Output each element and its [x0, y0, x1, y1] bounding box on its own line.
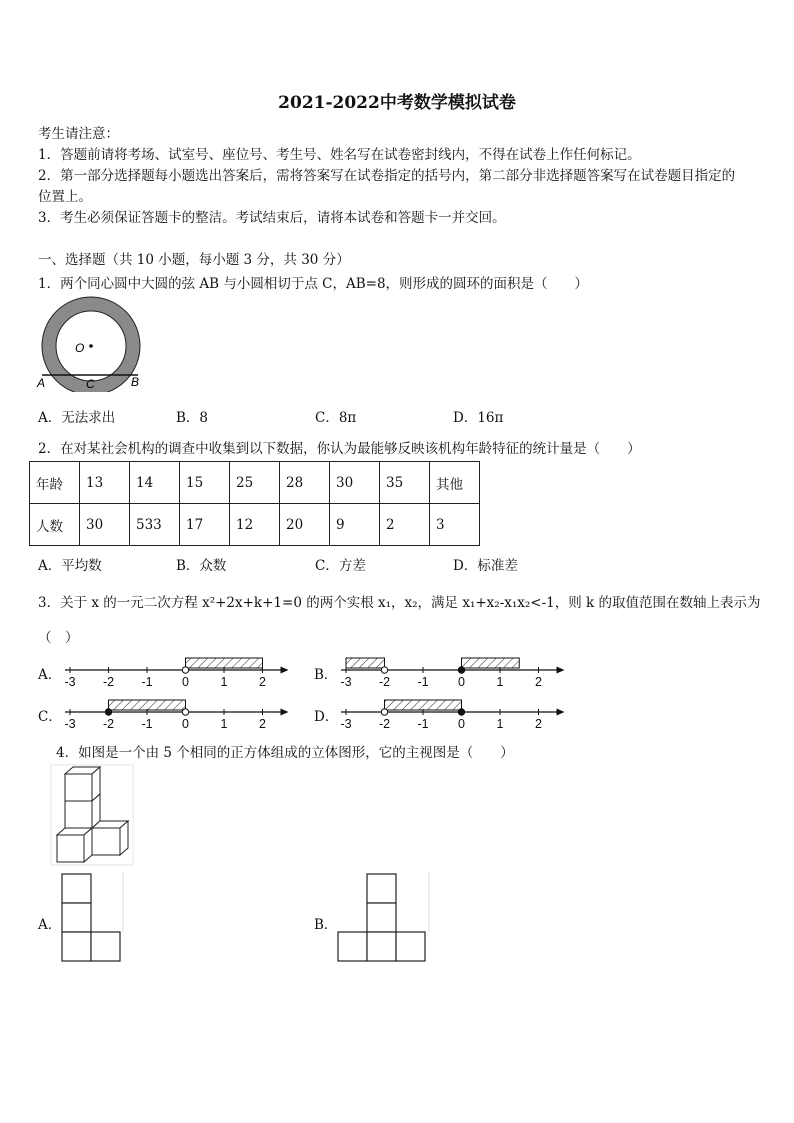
q4-option-a-letter[interactable]: A．	[38, 917, 62, 933]
q4-option-a-view[interactable]	[60, 872, 126, 964]
q2-option-d[interactable]: D．标准差	[453, 558, 518, 574]
closed-endpoint	[458, 667, 464, 673]
tick-label: 1	[496, 717, 504, 731]
view-square	[62, 874, 91, 903]
table-cell: 30	[330, 462, 380, 504]
page-title: 2021-2022中考数学模拟试卷	[278, 93, 516, 113]
tick-label: -1	[141, 717, 153, 731]
tick-label: -2	[378, 717, 391, 731]
q2-option-b[interactable]: B．众数	[176, 558, 227, 574]
table-cell: 3	[430, 504, 480, 546]
tick-label: 0	[458, 717, 465, 731]
q3-option-a-letter[interactable]: A．	[38, 667, 62, 683]
view-square	[91, 932, 120, 961]
table-cell: 35	[380, 462, 430, 504]
notice-line-3: 位置上。	[38, 189, 92, 205]
tick-label: 1	[220, 675, 228, 689]
open-endpoint	[381, 709, 387, 715]
tick-label: 0	[458, 675, 465, 689]
q1-option-a[interactable]: A．无法求出	[38, 410, 116, 426]
view-square	[338, 932, 367, 961]
label-c: C	[86, 377, 95, 391]
axis-arrow-c	[281, 709, 289, 716]
table-cell: 人数	[30, 504, 80, 546]
view-square	[367, 932, 396, 961]
q4-stem: 4．如图是一个由 5 个相同的正方体组成的立体图形，它的主视图是（ ）	[56, 745, 514, 761]
view-square	[367, 903, 396, 932]
table-cell: 年龄	[30, 462, 80, 504]
tick-label: -2	[102, 717, 115, 731]
notice-heading: 考生请注意：	[38, 126, 119, 142]
tick-label: -1	[417, 717, 429, 731]
tick-label: -1	[141, 675, 153, 689]
table-cell: 533	[130, 504, 180, 546]
cube-front-face	[57, 835, 84, 862]
tick-label: 2	[535, 675, 542, 689]
tick-label: -1	[417, 675, 429, 689]
q2-stem: 2．在对某社会机构的调查中收集到以下数据，你认为最能够反映该机构年龄特征的统计量是（ ）	[38, 441, 641, 457]
q3-option-d-letter[interactable]: D．	[314, 709, 339, 725]
open-endpoint	[182, 709, 188, 715]
table-cell: 9	[330, 504, 380, 546]
table-cell: 12	[230, 504, 280, 546]
label-a: A	[37, 376, 46, 390]
table-cell: 2	[380, 504, 430, 546]
table-cell: 28	[280, 462, 330, 504]
axis-arrow-b	[557, 667, 565, 674]
table-cell: 25	[230, 462, 280, 504]
closed-endpoint	[105, 709, 111, 715]
open-endpoint	[381, 667, 387, 673]
tick-label: -2	[102, 675, 115, 689]
q1-option-d[interactable]: D．16π	[453, 410, 504, 426]
table-cell: 14	[130, 462, 180, 504]
table-cell: 20	[280, 504, 330, 546]
view-square	[62, 932, 91, 961]
q4-option-b-letter[interactable]: B．	[314, 917, 338, 933]
axis-arrow-d	[557, 709, 565, 716]
tick-label: 2	[535, 717, 542, 731]
tick-label: 2	[259, 717, 266, 731]
cube-front-face	[92, 828, 120, 855]
q3-option-b-letter[interactable]: B．	[314, 667, 338, 683]
view-square	[396, 932, 425, 961]
label-b: B	[131, 375, 140, 389]
table-cell: 15	[180, 462, 230, 504]
open-endpoint	[182, 667, 188, 673]
q3-stem: 3．关于 x 的一元二次方程 x²+2x+k+1=0 的两个实根 x₁，x₂，满足 x₁+x₂-x₁x₂<-1，则 k 的取值范围在数轴上表示为	[38, 595, 761, 611]
tick-label: -3	[64, 717, 76, 731]
solution-region	[346, 658, 385, 668]
tick-label: 1	[220, 717, 228, 731]
q4-option-b-view[interactable]	[336, 872, 432, 964]
table-cell: 17	[180, 504, 230, 546]
q1-option-b[interactable]: B．8	[176, 410, 209, 426]
q1-stem: 1．两个同心圆中大圆的弦 AB 与小圆相切于点 C，AB=8，则形成的圆环的面积是（ ）	[38, 276, 589, 292]
notice-line-2: 2．第一部分选择题每小题选出答案后，需将答案写在试卷指定的括号内，第二部分非选择题答案写在试卷题目指定的	[38, 168, 736, 184]
closed-endpoint	[458, 709, 464, 715]
tick-label: -3	[64, 675, 76, 689]
table-cell: 13	[80, 462, 130, 504]
notice-line-4: 3．考生必须保证答题卡的整洁。考试结束后，请将本试卷和答题卡一并交回。	[38, 210, 506, 226]
tick-label: 2	[259, 675, 266, 689]
table-cell: 30	[80, 504, 130, 546]
solution-region	[462, 658, 520, 668]
solution-region	[385, 700, 462, 710]
tick-label: 1	[496, 675, 504, 689]
solution-region	[109, 700, 186, 710]
q2-option-c[interactable]: C．方差	[315, 558, 366, 574]
tick-label: -3	[340, 675, 352, 689]
view-square	[62, 903, 91, 932]
section-heading: 一、选择题（共 10 小题，每小题 3 分，共 30 分）	[38, 252, 350, 268]
notice-line-1: 1．答题前请将考场、试室号、座位号、考生号、姓名写在试卷密封线内，不得在试卷上作任何标记。	[38, 147, 641, 163]
tick-label: 0	[182, 717, 189, 731]
view-square	[367, 874, 396, 903]
tick-label: 0	[182, 675, 189, 689]
axis-arrow-a	[281, 667, 289, 674]
solution-region	[186, 658, 263, 668]
cube-front-face	[65, 801, 92, 828]
q2-option-a[interactable]: A．平均数	[38, 558, 102, 574]
label-o: O	[75, 341, 85, 355]
q3-stem-bracket: （ ）	[38, 630, 79, 646]
table-cell: 其他	[430, 462, 480, 504]
q1-option-c[interactable]: C．8π	[315, 410, 357, 426]
q3-option-c-letter[interactable]: C．	[38, 709, 62, 725]
tick-label: -2	[378, 675, 391, 689]
cube-front-face	[65, 774, 92, 801]
q4-cube-figure	[50, 764, 134, 866]
tick-label: -3	[340, 717, 352, 731]
